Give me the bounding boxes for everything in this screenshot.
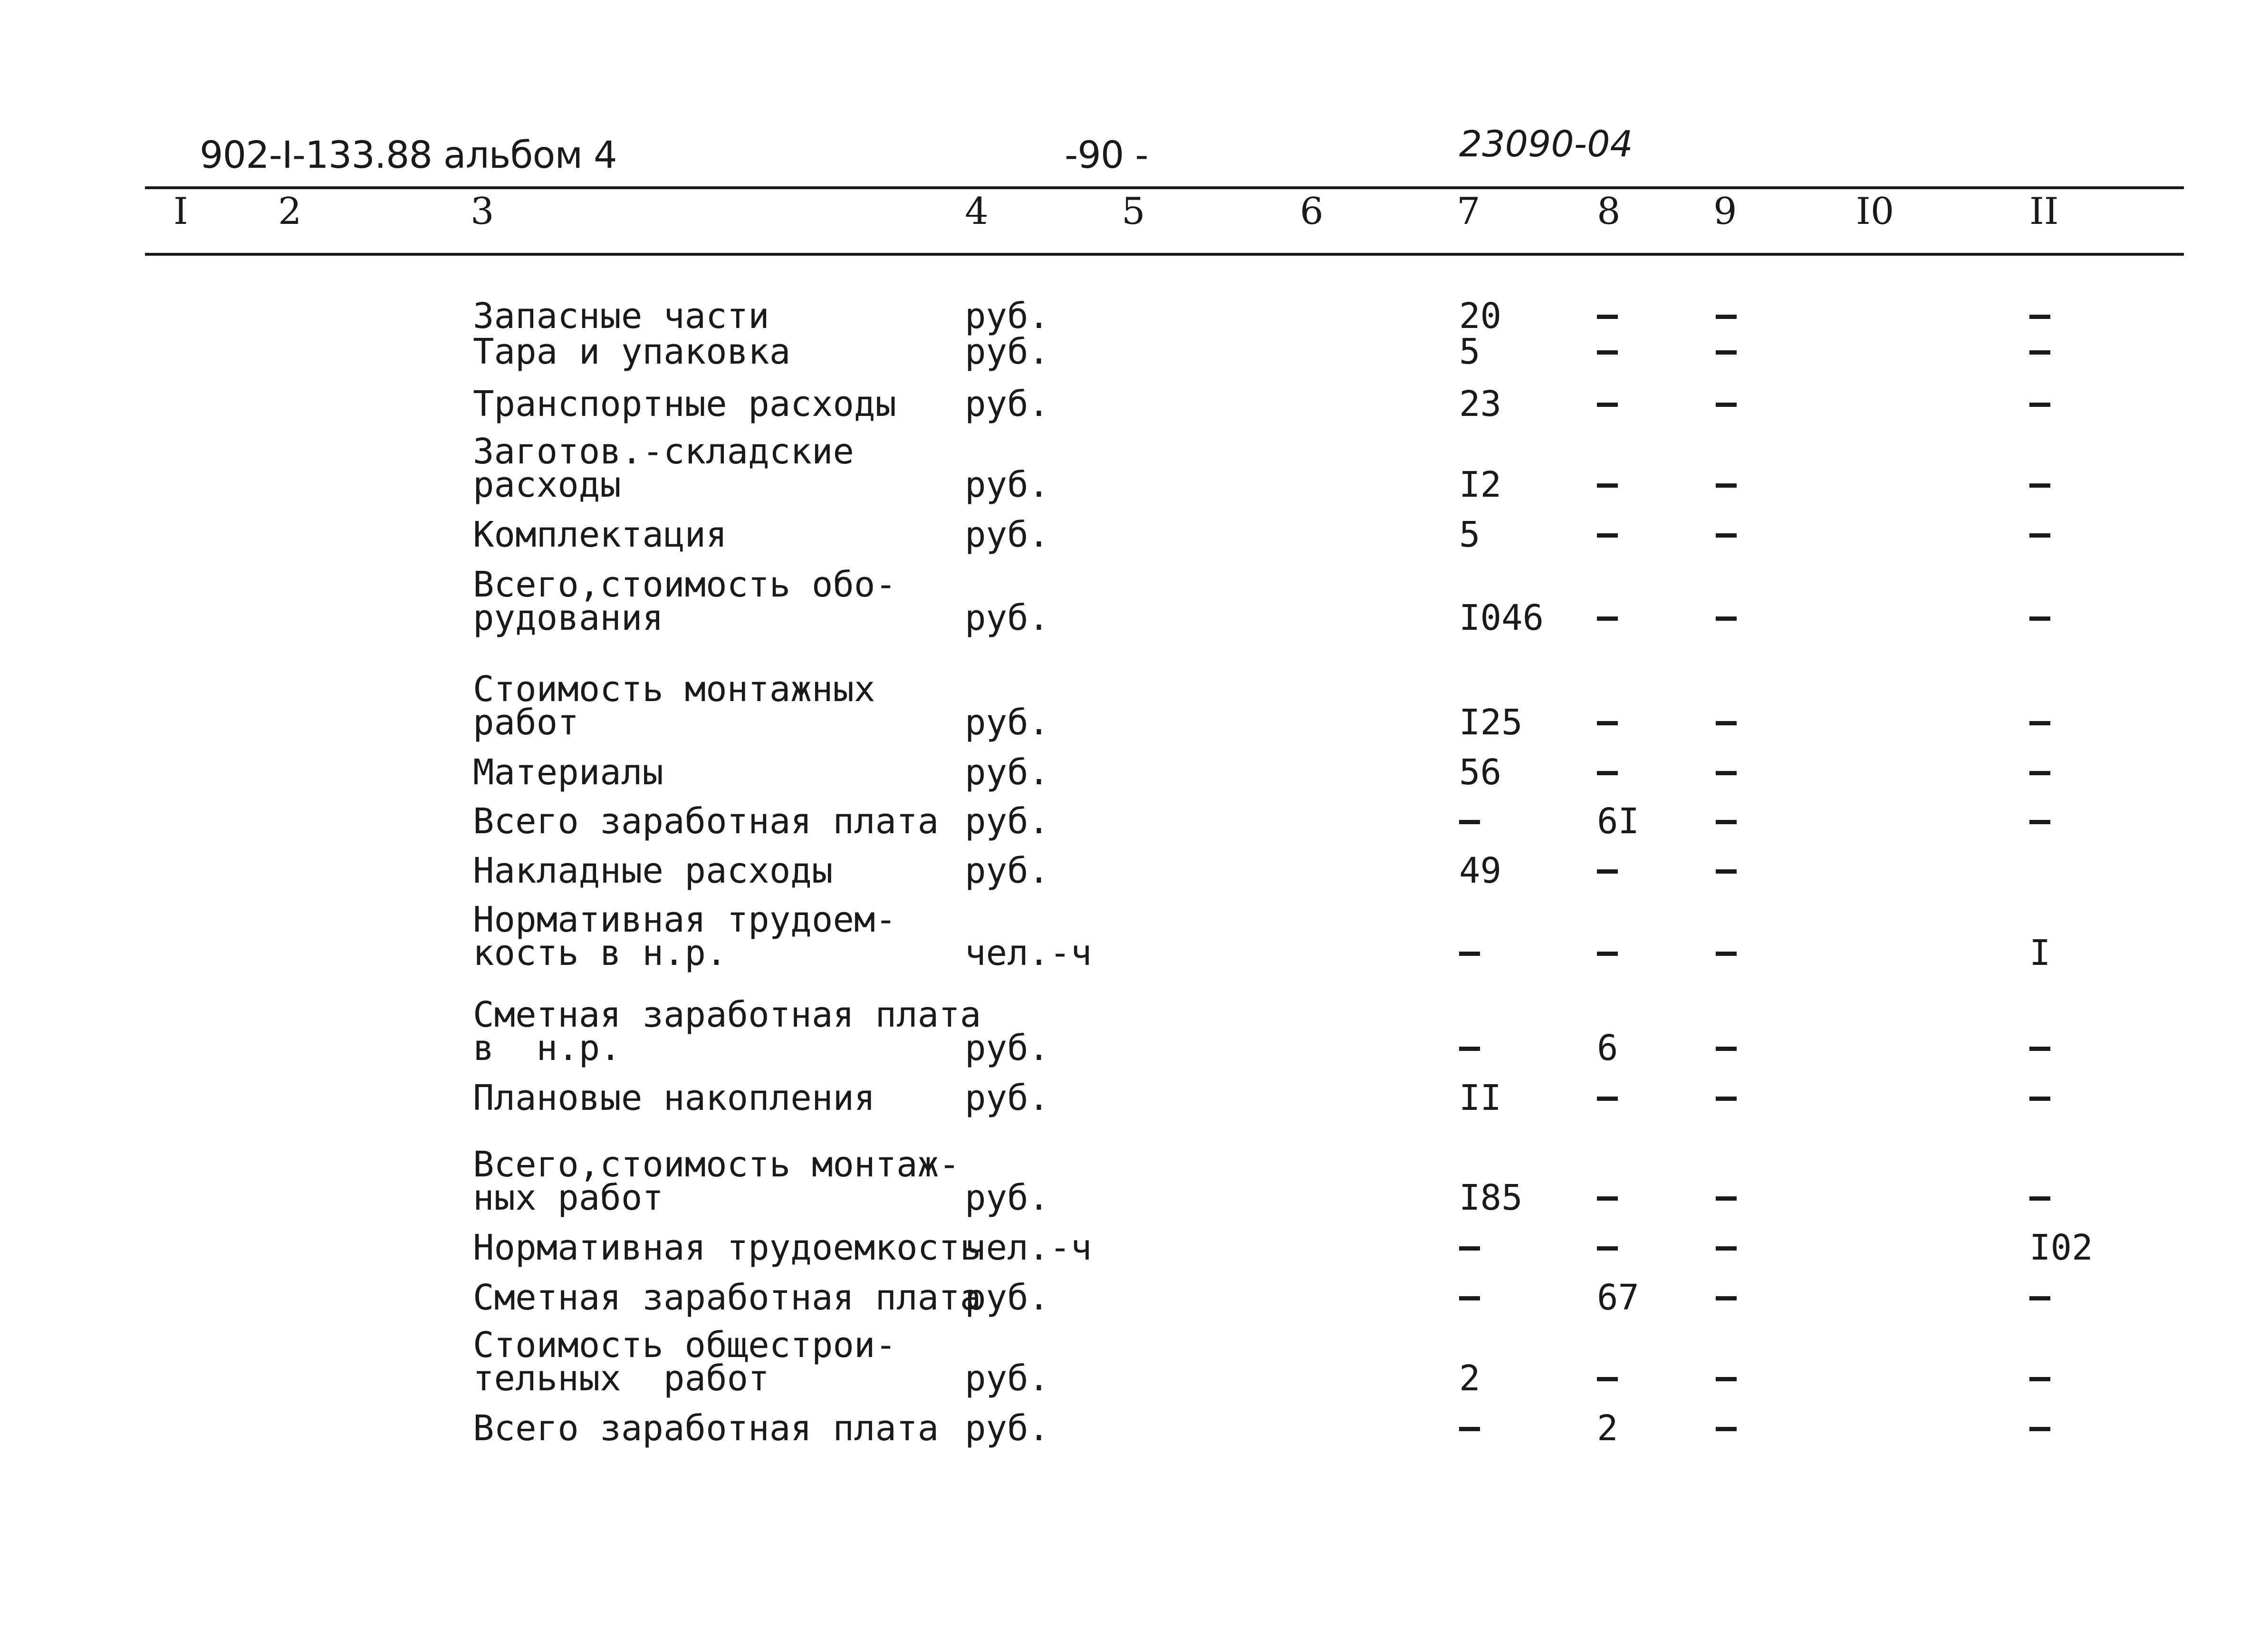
col8-value-dash — [1597, 1246, 1618, 1251]
col9-value-dash — [1716, 1427, 1737, 1431]
col7-value-dash — [1459, 1427, 1480, 1431]
item-unit: руб. — [965, 1277, 1050, 1318]
col9-value-dash — [1716, 952, 1737, 956]
col7-value: 5 — [1459, 514, 1480, 555]
col11-value: I02 — [2029, 1227, 2093, 1268]
col7-value: 2 — [1459, 1358, 1480, 1399]
item-name: Тара и упаковка — [473, 331, 791, 372]
col7-value-dash — [1459, 952, 1480, 956]
item-name: Всего,стоимость монтаж- ных работ — [473, 1144, 960, 1218]
col9-value-dash — [1716, 350, 1737, 355]
item-unit: руб. — [965, 1408, 1050, 1449]
item-unit: руб. — [965, 384, 1050, 424]
col9-value-dash — [1716, 1097, 1737, 1101]
col11-value: I — [2029, 933, 2051, 973]
col9-value-dash — [1716, 533, 1737, 538]
col11-value-dash — [2029, 1296, 2050, 1300]
col7-value: II — [1459, 1078, 1502, 1118]
item-name: Накладные расходы — [473, 850, 833, 891]
col7-value-dash — [1459, 1047, 1480, 1051]
item-name: Всего заработная плата — [473, 1408, 939, 1449]
col9-value-dash — [1716, 1196, 1737, 1201]
col9-value-dash — [1716, 869, 1737, 874]
item-unit: руб. — [965, 1177, 1050, 1218]
col8-value-dash — [1597, 616, 1618, 621]
item-name: Транспортные расходы — [473, 384, 897, 424]
col11-value-dash — [2029, 721, 2050, 725]
col9-value-dash — [1716, 1047, 1737, 1051]
col7-value: I25 — [1459, 702, 1523, 743]
col7-value: I046 — [1459, 597, 1544, 638]
col11-value-dash — [2029, 616, 2050, 621]
column-number: 7 — [1457, 190, 1480, 233]
item-name: Запасные части — [473, 296, 769, 337]
item-unit: руб. — [965, 331, 1050, 372]
col8-value-dash — [1597, 350, 1618, 355]
item-name: Нормативная трудоем- кость в н.р. — [473, 899, 897, 973]
col11-value-dash — [2029, 820, 2050, 824]
col11-value-dash — [2029, 403, 2050, 407]
col8-value: 6 — [1597, 1028, 1618, 1069]
col7-value: 5 — [1459, 331, 1480, 372]
column-number: 4 — [965, 190, 989, 233]
item-unit: руб. — [965, 702, 1050, 743]
item-unit: руб. — [965, 752, 1050, 793]
document-code: 902-I-133.88 альбом 4 — [200, 134, 617, 177]
column-number: 5 — [1122, 190, 1145, 233]
col7-value: I2 — [1459, 464, 1502, 505]
col9-value-dash — [1716, 820, 1737, 824]
column-number: 8 — [1597, 190, 1621, 233]
col7-value: 56 — [1459, 752, 1502, 793]
item-unit: руб. — [965, 514, 1050, 555]
col7-value-dash — [1459, 1296, 1480, 1300]
col9-value-dash — [1716, 616, 1737, 621]
item-unit: руб. — [965, 464, 1050, 505]
item-unit: руб. — [965, 1078, 1050, 1118]
handwritten-code: 23090-04 — [1459, 123, 1633, 165]
column-number: 2 — [278, 190, 302, 233]
col9-value-dash — [1716, 721, 1737, 725]
item-name: Сметная заработная плата — [473, 1277, 981, 1318]
col9-value-dash — [1716, 1377, 1737, 1381]
col7-value: 20 — [1459, 296, 1502, 337]
col9-value-dash — [1716, 1296, 1737, 1300]
col8-value: 6I — [1597, 801, 1640, 842]
col9-value-dash — [1716, 1246, 1737, 1251]
column-number: I0 — [1856, 190, 1894, 233]
column-number: 6 — [1300, 190, 1324, 233]
item-unit: руб. — [965, 1358, 1050, 1399]
col9-value-dash — [1716, 403, 1737, 407]
col11-value-dash — [2029, 483, 2050, 488]
item-unit: руб. — [965, 801, 1050, 842]
col8-value-dash — [1597, 869, 1618, 874]
item-name: Стоимость монтажных работ — [473, 669, 875, 743]
item-unit: руб. — [965, 850, 1050, 891]
col9-value-dash — [1716, 315, 1737, 319]
col8-value-dash — [1597, 403, 1618, 407]
item-unit: руб. — [965, 597, 1050, 638]
col8-value-dash — [1597, 771, 1618, 775]
column-number: 3 — [471, 190, 494, 233]
item-unit: чел.-ч — [965, 933, 1092, 973]
col7-value: 23 — [1459, 384, 1502, 424]
col8-value-dash — [1597, 315, 1618, 319]
page-number: -90 - — [1065, 134, 1148, 177]
col11-value-dash — [2029, 350, 2050, 355]
item-name: Комплектация — [473, 514, 727, 555]
col7-value: I85 — [1459, 1177, 1523, 1218]
col11-value-dash — [2029, 1196, 2050, 1201]
item-unit: руб. — [965, 296, 1050, 337]
column-number: I — [173, 190, 188, 233]
item-name: Всего заработная плата — [473, 801, 939, 842]
col8-value-dash — [1597, 1196, 1618, 1201]
col8-value-dash — [1597, 1097, 1618, 1101]
col11-value-dash — [2029, 315, 2050, 319]
col8-value-dash — [1597, 952, 1618, 956]
item-name: Нормативная трудоемкость — [473, 1227, 981, 1268]
col11-value-dash — [2029, 1047, 2050, 1051]
col7-value-dash — [1459, 820, 1480, 824]
header-top-rule — [145, 186, 2184, 189]
col11-value-dash — [2029, 533, 2050, 538]
header-bottom-rule — [145, 253, 2184, 256]
item-name: Стоимость общестрои- тельных работ — [473, 1325, 897, 1399]
col11-value-dash — [2029, 1427, 2050, 1431]
item-name: Сметная заработная плата в н.р. — [473, 994, 981, 1069]
item-name: Материалы — [473, 752, 663, 793]
col8-value-dash — [1597, 483, 1618, 488]
column-number: II — [2029, 190, 2059, 233]
col11-value-dash — [2029, 771, 2050, 775]
col7-value-dash — [1459, 1246, 1480, 1251]
col8-value-dash — [1597, 533, 1618, 538]
item-name: Заготов.-складские расходы — [473, 431, 854, 505]
col8-value-dash — [1597, 721, 1618, 725]
item-unit: руб. — [965, 1028, 1050, 1069]
col7-value: 49 — [1459, 850, 1502, 891]
column-number: 9 — [1713, 190, 1737, 233]
item-unit: чел.-ч — [965, 1227, 1092, 1268]
col9-value-dash — [1716, 483, 1737, 488]
item-name: Плановые накопления — [473, 1078, 875, 1118]
col11-value-dash — [2029, 1377, 2050, 1381]
col8-value: 2 — [1597, 1408, 1618, 1449]
col8-value-dash — [1597, 1377, 1618, 1381]
col8-value: 67 — [1597, 1277, 1640, 1318]
col11-value-dash — [2029, 1097, 2050, 1101]
col9-value-dash — [1716, 771, 1737, 775]
item-name: Всего,стоимость обо- рудования — [473, 564, 897, 638]
